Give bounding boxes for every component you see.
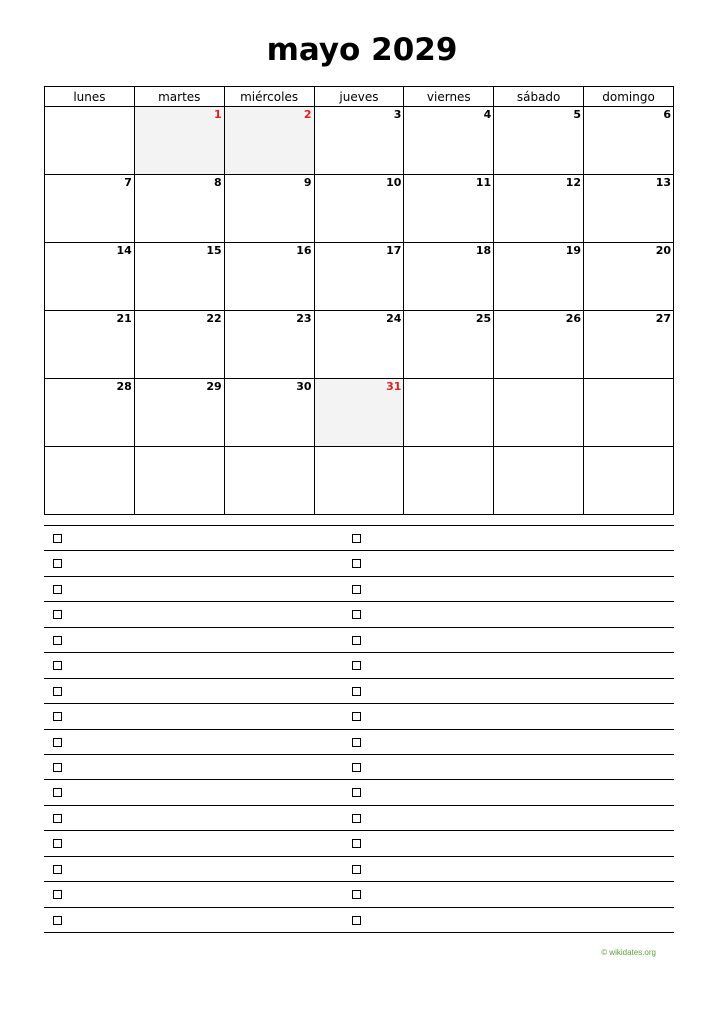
- weekday-header: sábado: [494, 87, 584, 107]
- calendar-week-row: [45, 379, 674, 447]
- day-number: 19: [565, 244, 582, 257]
- day-number: 9: [303, 176, 312, 189]
- day-number: 1: [214, 108, 222, 121]
- task-row: [44, 754, 674, 779]
- weekday-header: jueves: [314, 87, 404, 107]
- day-cell[interactable]: [134, 311, 224, 379]
- calendar-week-row: [45, 447, 674, 515]
- day-number: 13: [655, 176, 671, 189]
- day-cell[interactable]: [134, 379, 224, 447]
- day-number: 4: [483, 108, 492, 121]
- calendar-week-row: [45, 175, 674, 243]
- day-cell[interactable]: [314, 243, 404, 311]
- empty-day-cell[interactable]: [584, 379, 674, 447]
- weekday-header: miércoles: [224, 87, 314, 107]
- calendar-week-row: [45, 107, 674, 175]
- day-cell[interactable]: [494, 311, 584, 379]
- day-number: 2: [303, 108, 312, 121]
- day-number: 20: [655, 244, 671, 257]
- checkbox-icon[interactable]: [53, 788, 62, 797]
- day-cell[interactable]: [224, 379, 314, 447]
- day-cell[interactable]: [45, 311, 135, 379]
- task-row: [44, 907, 674, 933]
- checkbox-icon[interactable]: [352, 610, 361, 619]
- task-row: [44, 525, 674, 550]
- day-cell[interactable]: [584, 175, 674, 243]
- task-checklist: [44, 525, 674, 933]
- empty-day-cell[interactable]: [404, 379, 494, 447]
- checkbox-icon[interactable]: [352, 534, 361, 543]
- day-cell[interactable]: [494, 243, 584, 311]
- checkbox-icon[interactable]: [53, 534, 62, 543]
- weekday-header: domingo: [584, 87, 674, 107]
- task-row: [44, 830, 674, 855]
- checkbox-icon[interactable]: [53, 916, 62, 925]
- weekday-header: lunes: [45, 87, 135, 107]
- empty-day-cell[interactable]: [584, 447, 674, 515]
- day-cell[interactable]: [584, 243, 674, 311]
- checkbox-icon[interactable]: [53, 738, 62, 747]
- day-cell[interactable]: [494, 107, 584, 175]
- weekday-header: viernes: [404, 87, 494, 107]
- task-row: [44, 550, 674, 575]
- calendar-week-row: [45, 243, 674, 311]
- day-cell[interactable]: [584, 107, 674, 175]
- day-number: 7: [124, 176, 132, 189]
- day-number: 31: [386, 380, 402, 393]
- day-number: 29: [206, 380, 222, 393]
- empty-day-cell[interactable]: [45, 107, 135, 175]
- day-number: 16: [296, 244, 312, 257]
- day-cell[interactable]: [314, 379, 404, 447]
- checkbox-icon[interactable]: [53, 636, 62, 645]
- day-number: 10: [386, 176, 402, 189]
- weekday-header-row: [45, 87, 674, 107]
- checkbox-icon[interactable]: [352, 916, 361, 925]
- task-row: [44, 703, 674, 728]
- day-cell[interactable]: [224, 311, 314, 379]
- day-number: 5: [573, 108, 582, 121]
- checkbox-icon[interactable]: [53, 585, 62, 594]
- day-number: 23: [296, 312, 312, 325]
- checkbox-icon[interactable]: [53, 839, 62, 848]
- day-cell[interactable]: [314, 107, 404, 175]
- day-cell[interactable]: [224, 107, 314, 175]
- day-number: 25: [475, 312, 492, 325]
- checkbox-icon[interactable]: [352, 585, 361, 594]
- day-cell[interactable]: [224, 243, 314, 311]
- task-row: [44, 881, 674, 906]
- day-number: 22: [206, 312, 222, 325]
- checkbox-icon[interactable]: [53, 610, 62, 619]
- checkbox-icon[interactable]: [352, 814, 361, 823]
- day-number: 26: [565, 312, 582, 325]
- day-cell[interactable]: [584, 311, 674, 379]
- day-cell[interactable]: [404, 175, 494, 243]
- checkbox-icon[interactable]: [352, 890, 361, 899]
- day-number: 28: [116, 380, 132, 393]
- day-cell[interactable]: [404, 311, 494, 379]
- day-cell[interactable]: [45, 379, 135, 447]
- checkbox-icon[interactable]: [352, 559, 361, 568]
- checkbox-icon[interactable]: [352, 763, 361, 772]
- empty-day-cell[interactable]: [494, 379, 584, 447]
- checkbox-icon[interactable]: [53, 559, 62, 568]
- day-cell[interactable]: [45, 175, 135, 243]
- copyright-footer: © wikidates.org: [601, 948, 656, 957]
- empty-day-cell[interactable]: [494, 447, 584, 515]
- day-number: 3: [393, 108, 402, 121]
- checkbox-icon[interactable]: [352, 788, 361, 797]
- empty-day-cell[interactable]: [314, 447, 404, 515]
- day-cell[interactable]: [134, 175, 224, 243]
- weekday-header: martes: [134, 87, 224, 107]
- day-number: 17: [386, 244, 402, 257]
- task-row: [44, 652, 674, 677]
- task-row: [44, 601, 674, 626]
- day-number: 6: [663, 108, 671, 121]
- checkbox-icon[interactable]: [352, 661, 361, 670]
- checkbox-icon[interactable]: [53, 687, 62, 696]
- day-number: 24: [386, 312, 402, 325]
- empty-day-cell[interactable]: [45, 447, 135, 515]
- day-cell[interactable]: [314, 311, 404, 379]
- empty-day-cell[interactable]: [134, 447, 224, 515]
- task-row: [44, 779, 674, 804]
- empty-day-cell[interactable]: [224, 447, 314, 515]
- day-cell[interactable]: [494, 175, 584, 243]
- calendar-week-row: [45, 311, 674, 379]
- checkbox-icon[interactable]: [53, 814, 62, 823]
- checkbox-icon[interactable]: [53, 865, 62, 874]
- calendar-grid: [44, 86, 674, 515]
- checkbox-icon[interactable]: [352, 712, 361, 721]
- day-number: 27: [655, 312, 671, 325]
- day-number: 21: [116, 312, 132, 325]
- day-number: 18: [475, 244, 492, 257]
- day-cell[interactable]: [404, 107, 494, 175]
- day-number: 30: [296, 380, 312, 393]
- checkbox-icon[interactable]: [53, 661, 62, 670]
- day-number: 12: [565, 176, 582, 189]
- checkbox-icon[interactable]: [352, 636, 361, 645]
- day-cell[interactable]: [134, 243, 224, 311]
- checkbox-icon[interactable]: [352, 738, 361, 747]
- task-row: [44, 627, 674, 652]
- day-number: 11: [475, 176, 492, 189]
- task-row: [44, 856, 674, 881]
- day-number: 15: [206, 244, 222, 257]
- day-number: 8: [214, 176, 222, 189]
- task-row: [44, 576, 674, 601]
- day-cell[interactable]: [45, 243, 135, 311]
- day-cell[interactable]: [134, 107, 224, 175]
- checkbox-icon[interactable]: [352, 687, 361, 696]
- task-row: [44, 678, 674, 703]
- day-cell[interactable]: [224, 175, 314, 243]
- checkbox-icon[interactable]: [53, 712, 62, 721]
- day-cell[interactable]: [404, 243, 494, 311]
- empty-day-cell[interactable]: [404, 447, 494, 515]
- checkbox-icon[interactable]: [53, 890, 62, 899]
- checkbox-icon[interactable]: [352, 865, 361, 874]
- day-number: 14: [116, 244, 132, 257]
- page-title: mayo 2029: [266, 32, 458, 68]
- task-row: [44, 805, 674, 830]
- task-row: [44, 729, 674, 754]
- checkbox-icon[interactable]: [53, 763, 62, 772]
- day-cell[interactable]: [314, 175, 404, 243]
- checkbox-icon[interactable]: [352, 839, 361, 848]
